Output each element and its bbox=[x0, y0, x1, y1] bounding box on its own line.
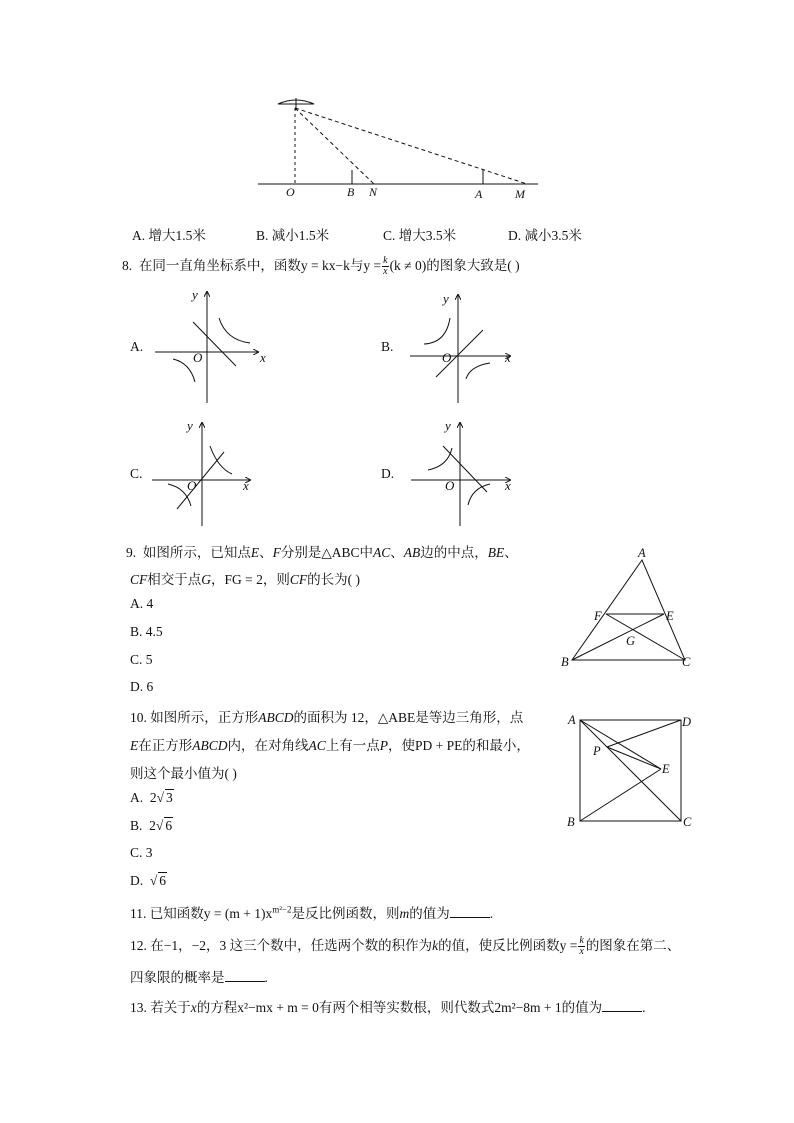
q8-c-origin: O bbox=[187, 478, 197, 493]
q8-b-origin: O bbox=[442, 350, 452, 365]
q9-option-a: A. 4 bbox=[130, 596, 154, 611]
q8-a-x-label: x bbox=[260, 350, 266, 365]
q8-option-a-label: A. bbox=[130, 339, 144, 354]
q10-label-d: D bbox=[682, 715, 692, 729]
q7-label-m: M bbox=[515, 187, 525, 201]
q8-b-y-label: y bbox=[443, 291, 449, 306]
q8-b-x-label: x bbox=[505, 350, 511, 365]
q10-option-c: C. 3 bbox=[130, 845, 153, 860]
q7-option-c: C. 增大3.5米 bbox=[383, 228, 457, 243]
q8-option-c-label: C. bbox=[130, 466, 143, 481]
q11-answer-blank[interactable] bbox=[450, 905, 490, 918]
q8-option-d-label: D. bbox=[381, 466, 395, 481]
q10-stem-line3: 则这个最小值为( ) bbox=[130, 766, 237, 781]
q9-label-e: E bbox=[666, 609, 674, 623]
q7-label-b: B bbox=[347, 185, 355, 199]
q10-stem-line2: E在正方形ABCD内，在对角线AC上有一点P，使PD + PE的和最小， bbox=[130, 738, 530, 753]
q10-label-e: E bbox=[662, 762, 670, 776]
q10-label-c: C bbox=[683, 815, 692, 829]
q8-d-y-label: y bbox=[445, 418, 451, 433]
q8-d-origin: O bbox=[445, 478, 455, 493]
q7-option-b: B. 减小1.5米 bbox=[256, 228, 330, 243]
q7-option-a: A. 增大1.5米 bbox=[132, 228, 206, 243]
q10-stem-line1: 10. 如图所示，正方形ABCD的面积为 12，△ABE是等边三角形，点 bbox=[130, 710, 524, 725]
q8-a-origin: O bbox=[193, 350, 203, 365]
q13-answer-blank[interactable] bbox=[602, 999, 642, 1012]
q10-label-b: B bbox=[567, 815, 575, 829]
q13-stem: 13. 若关于x的方程x²−mx + m = 0有两个相等实数根，则代数式2m²−8m + 1的值为 . bbox=[130, 1000, 646, 1015]
q10-option-a: A. 2√ 3 bbox=[130, 790, 173, 805]
q12-stem-line2: 四象限的概率是 . bbox=[130, 970, 268, 985]
q7-label-a: A bbox=[475, 187, 483, 201]
q8-stem: 8. 在同一直角坐标系中，函数y = kx−k与y = $\frac{k}{x}$ (k ≠ 0)的图象大致是( ) bbox=[122, 255, 520, 278]
q8-a-y-label: y bbox=[192, 287, 198, 302]
q10-option-b: B. 2√ 6 bbox=[130, 818, 173, 833]
q9-option-c: C. 5 bbox=[130, 652, 153, 667]
q12-answer-blank[interactable] bbox=[225, 969, 265, 982]
q8-option-b-label: B. bbox=[381, 339, 394, 354]
q9-option-d: D. 6 bbox=[130, 679, 154, 694]
q8-d-x-label: x bbox=[505, 478, 511, 493]
q10-option-d: D. √ 6 bbox=[130, 873, 167, 888]
q9-stem-line1: 9. 如图所示，已知点E、F分别是△ABC中AC、AB边的中点，BE、 bbox=[126, 545, 518, 560]
q9-stem-line2: CF相交于点G，FG = 2，则CF的长为( ) bbox=[130, 572, 361, 587]
q8-c-y-label: y bbox=[187, 418, 193, 433]
q9-label-g: G bbox=[626, 634, 636, 648]
q10-label-p: P bbox=[593, 744, 601, 758]
q10-label-a: A bbox=[568, 713, 576, 727]
q7-option-d: D. 减小3.5米 bbox=[508, 228, 582, 243]
q7-label-o: O bbox=[286, 185, 295, 199]
q9-label-c: C bbox=[682, 655, 691, 669]
q8-c-x-label: x bbox=[243, 478, 249, 493]
q9-label-b: B bbox=[561, 655, 569, 669]
q9-option-b: B. 4.5 bbox=[130, 624, 163, 639]
q11-stem: 11. 已知函数$y = (m + 1)x^{m^2-2}$是反比例函数，则m的值为 . bbox=[130, 904, 494, 921]
q9-label-f: F bbox=[594, 609, 602, 623]
q12-stem-line1: 12. 在−1，−2，3 这三个数中，任选两个数的积作为k的值，使反比例函数y = $\frac{k}{x}$ 的图象在第二、 bbox=[130, 935, 681, 958]
q9-label-a: A bbox=[638, 546, 646, 560]
q7-label-n: N bbox=[369, 185, 378, 199]
